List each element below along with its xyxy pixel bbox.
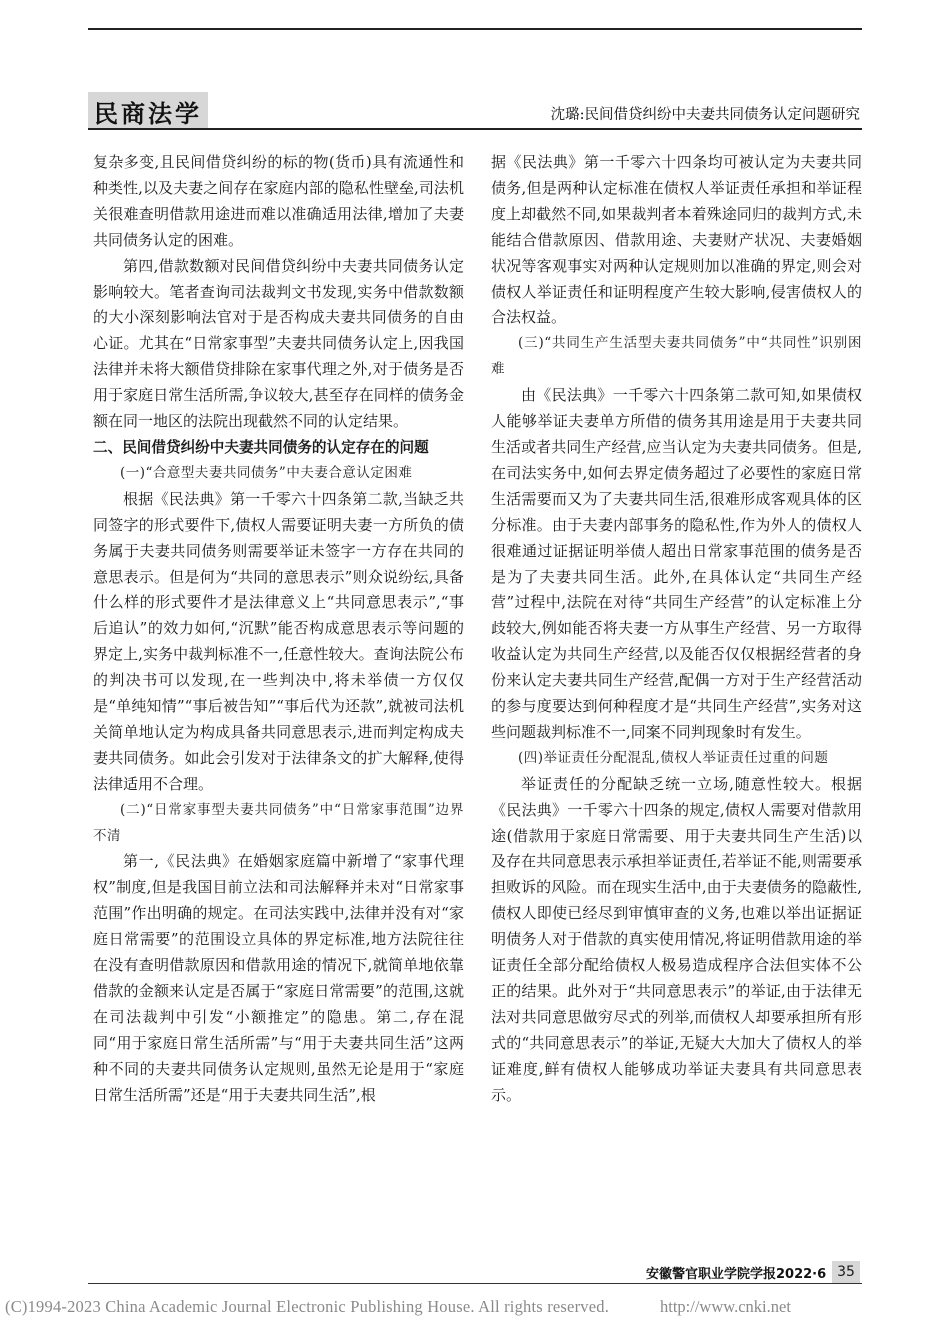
left-column <box>93 150 464 1109</box>
paragraph: 根据《民法典》第一千零六十四条第二款,当缺乏共同签字的形式要件下,债权人需要证明夫妻一方所负的债务属于夫妻共同债务则需要举证未签字一方存在共同的意思表示。但是何为“共同的意思表示”则众说纷纭,具备什么样的形式要件才是法律意义上“共同意思表示”,“事后追认”的效力如何,“沉默”能否构成意思表示等问题的界定上,实务中裁判标准不一,任意性较大。查询法院公布的判决书可以发现,在一些判决中,将未举债一方仅仅是“单纯知情”“事后被告知”“事后代为还款”,就被司法机关简单地认定为构成具备共同意思表示,进而判定构成夫妻共同债务。如此会引发对于法律条文的扩大解释,使得法律适用不合理。 <box>93 489 464 793</box>
paragraph: 第四,借款数额对民间借贷纠纷中夫妻共同债务认定影响较大。笔者查询司法裁判文书发现,实务中借款数额的大小深刻影响法官对于是否构成夫妻共同债务的自由心证。尤其在“日常家事型”夫妻共同债务认定上,因我国法律并未将大额借贷排除在家事代理之外,对于债务是否用于家庭日常生活所需,争议较大,甚至存在同样的债务金额在同一地区的法院出现截然不同的认定结果。 <box>93 256 464 431</box>
footer-rule <box>88 1283 862 1284</box>
header-rule <box>88 128 862 130</box>
subsection-heading: (二)“日常家事型夫妻共同债务”中“日常家事范围”边界不清 <box>93 801 464 844</box>
top-rule <box>88 28 862 30</box>
section-title: 民商法学 <box>94 100 202 128</box>
subsection-heading: (三)“共同生产生活型夫妻共同债务”中“共同性”识别困难 <box>491 335 862 378</box>
subsection-heading: (一)“合意型夫妻共同债务”中夫妻合意认定困难 <box>120 464 413 481</box>
paragraph: 据《民法典》第一千零六十四条均可被认定为夫妻共同债务,但是两种认定标准在债权人举证责任承担和举证程度上却截然不同,如果裁判者本着殊途同归的裁判方式,未能结合借款原因、借款用途、夫妻财产状况、夫妻婚姻状况等客观事实对两种认定规则加以准确的界定,则会对债权人举证责任和证明程度产生较大影响,侵害债权人的合法权益。 <box>491 153 862 327</box>
paragraph: 由《民法典》一千零六十四条第二款可知,如果债权人能够举证夫妻单方所借的债务其用途是用于夫妻共同生活或者共同生产经营,应当认定为夫妻共同债务。但是,在司法实务中,如何去界定债务超过了必要性的家庭日常生活需要而又为了夫妻共同生活,很难形成客观具体的区分标准。由于夫妻内部事务的隐私性,作为外人的债权人很难通过证据证明举债人超出日常家事范围的债务是否是为了夫妻共同生活。此外,在具体认定“共同生产经营”过程中,法院在对待“共同生产经营”的认定标准上分歧较大,例如能否将夫妻一方从事生产经营、另一方取得收益认定为共同生产经营,以及能否仅仅根据经营者的身份来认定夫妻共同生产经营,配偶一方对于生产经营活动的参与度要达到何种程度才是“共同生产经营”,实务对这些问题裁判标准不一,同案不同判现象时有发生。 <box>491 386 862 741</box>
right-column <box>491 150 862 1109</box>
subsection-heading: (四)举证责任分配混乱,债权人举证责任过重的问题 <box>518 749 829 766</box>
journal-name: 安徽警官职业学院学报2022·6 <box>646 1267 827 1282</box>
running-head: 沈璐:民间借贷纠纷中夫妻共同债务认定问题研究 <box>550 107 860 123</box>
page-number: 35 <box>832 1261 860 1283</box>
section-heading: 二、民间借贷纠纷中夫妻共同债务的认定存在的问题 <box>93 438 429 456</box>
copyright-notice: (C)1994-2023 China Academic Journal Electronic Publishing House. All rights reserved. <box>5 1297 610 1316</box>
paragraph: 举证责任的分配缺乏统一立场,随意性较大。根据《民法典》一千零六十四条的规定,债权人需要对借款用途(借款用于家庭日常需要、用于夫妻共同生产生活)以及存在共同意思表示承担举证责任,若举证不能,则需要承担败诉的风险。而在现实生活中,由于夫妻债务的隐蔽性,债权人即使已经尽到审慎审查的义务,也难以举出证据证明债务人对于借款的真实使用情况,将证明借款用途的举证责任全部分配给债权人极易造成程序合法但实体不公正的结果。此外对于“共同意思表示”的举证,由于法律无法对共同意思做穷尽式的列举,而债权人却要承担所有形式的“共同意思表示”的举证,无疑大大加大了债权人的举证难度,鲜有债权人能够成功举证夫妻具有共同意思表示。 <box>491 774 862 1104</box>
paragraph: 第一,《民法典》在婚姻家庭篇中新增了“家事代理权”制度,但是我国目前立法和司法解释并未对“日常家事范围”作出明确的规定。在司法实践中,法律并没有对“家庭日常需要”的范围设立具体的界定标准,地方法院往往在没有查明借款原因和借款用途的情况下,就简单地依靠借款的金额来认定是否属于“家庭日常需要”的范围,这就在司法裁判中引发“小额推定”的隐患。第二,存在混同“用于家庭日常生活所需”与“用于夫妻共同生活”这两种不同的夫妻共同债务认定规则,虽然无论是用于“家庭日常生活所需”还是“用于夫妻共同生活”,根 <box>93 852 464 1104</box>
website-link[interactable]: http://www.cnki.net <box>660 1297 791 1316</box>
paragraph: 复杂多变,且民间借贷纠纷的标的物(货币)具有流通性和种类性,以及夫妻之间存在家庭内部的隐私性壁垒,司法机关很难查明借款用途进而难以准确适用法律,增加了夫妻共同债务认定的困难。 <box>93 153 464 249</box>
